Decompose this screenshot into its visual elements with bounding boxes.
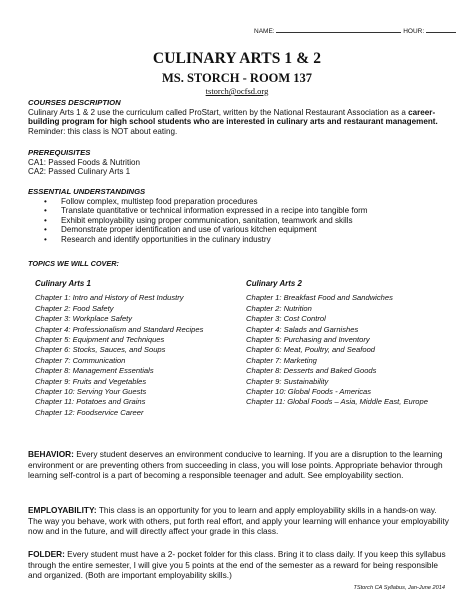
name-hour-line [254, 28, 456, 35]
courses-reminder: Reminder: this class is NOT about eating. [28, 126, 178, 136]
ca2-chapter: Chapter 5: Purchasing and Inventory [246, 335, 370, 345]
hour-label: HOUR: [403, 28, 425, 35]
ca2-chapter: Chapter 4: Salads and Garnishes [246, 324, 359, 334]
courses-description-heading: COURSES DESCRIPTION [28, 98, 121, 107]
ca1-chapter: Chapter 2: Food Safety [35, 303, 114, 313]
folder-paragraph [28, 549, 452, 581]
folder-text: Every student must have a 2- pocket folder for this class. Bring it to class daily. If you keep this syllabus through the entire semester, I will give you 5 points at the end of the semester as a reward for being responsible and organized. (Both are important employability skills.) [28, 549, 446, 581]
ca2-chapter: Chapter 10: Global Foods - Americas [246, 387, 372, 397]
list-item: • Demonstrate proper identification and use of various kitchen equipment [28, 225, 452, 235]
name-blank [276, 32, 401, 33]
ca1-chapter: Chapter 1: Intro and History of Rest Industry [35, 293, 184, 303]
ca2-column-title: Culinary Arts 2 [246, 279, 302, 288]
ca2-chapter: Chapter 6: Meat, Poultry, and Seafood [246, 345, 376, 355]
prerequisites-heading: PREREQUISITES [28, 148, 91, 157]
prerequisites-section [28, 148, 452, 177]
essential-understandings-heading: ESSENTIAL UNDERSTANDINGS [28, 187, 146, 196]
courses-description-intro: Culinary Arts 1 & 2 use the curriculum called ProStart, written by the National Restaurant Association as a [28, 107, 409, 117]
list-item: • Translate quantitative or technical information expressed in a recipe into tangible form [28, 206, 452, 216]
ca2-chapter: Chapter 3: Cost Control [246, 314, 326, 324]
ca1-chapter: Chapter 5: Equipment and Techniques [35, 335, 165, 345]
behavior-text: Every student deserves an environment conducive to learning. If you are a disruption to the learning environment or are preventing others from succeeding in class, you will lose points. Appropriate behavior through learning self-control is a part of becoming a responsible teenager and adult. See employability section. [28, 449, 443, 481]
employability-text: This class is an opportunity for you to learn and apply employability skills in a hands-on way. The way you behave, work with others, put forth real effort, and apply your learning will enhance your employability now and in the future, and will directly affect your grade in this class. [28, 505, 449, 537]
prerequisite-item: CA1: Passed Foods & Nutrition [28, 157, 141, 167]
list-item: • Follow complex, multistep food preparation procedures [28, 197, 452, 207]
page-footer: TStorch CA Syllabus, Jan-June 2014 [353, 585, 445, 591]
employability-label: EMPLOYABILITY: [28, 505, 97, 515]
essential-understandings-section [28, 187, 452, 245]
ca1-chapter: Chapter 8: Management Essentials [35, 366, 154, 376]
ca1-chapter: Chapter 7: Communication [35, 355, 126, 365]
courses-description-bold: career-building program for high school students who are interested in culinary arts and restaurant management. [28, 107, 438, 127]
ca2-chapter: Chapter 1: Breakfast Food and Sandwiches [246, 293, 393, 303]
essential-understandings-list [28, 197, 452, 245]
ca2-topics-column [246, 279, 461, 408]
courses-description-text [28, 108, 452, 127]
ca2-chapter: Chapter 7: Marketing [246, 355, 317, 365]
employability-paragraph [28, 505, 452, 537]
ca1-column-title: Culinary Arts 1 [35, 279, 91, 288]
courses-description-section [28, 98, 452, 136]
name-label: NAME: [254, 28, 275, 35]
ca1-topics-column [35, 279, 240, 418]
teacher-email[interactable]: tstorch@ocfsd.org [205, 86, 269, 96]
prerequisite-item: CA2: Passed Culinary Arts 1 [28, 167, 131, 177]
page-title: CULINARY ARTS 1 & 2 [152, 50, 322, 67]
ca1-chapter: Chapter 10: Serving Your Guests [35, 387, 147, 397]
ca1-chapter: Chapter 12: Foodservice Career [35, 407, 144, 417]
hour-blank [426, 32, 456, 33]
ca2-chapter: Chapter 11: Global Foods – Asia, Middle East, Europe [246, 397, 428, 407]
behavior-label: BEHAVIOR: [28, 449, 74, 459]
list-item: • Research and identify opportunities in the culinary industry [28, 235, 452, 245]
page-subtitle: MS. STORCH - ROOM 137 [161, 71, 313, 85]
ca1-chapter: Chapter 4: Professionalism and Standard Recipes [35, 324, 204, 334]
ca1-chapter: Chapter 9: Fruits and Vegetables [35, 376, 147, 386]
behavior-paragraph [28, 449, 452, 481]
ca1-chapter: Chapter 6: Stocks, Sauces, and Soups [35, 345, 166, 355]
ca2-chapter: Chapter 9: Sustainability [246, 376, 329, 386]
folder-label: FOLDER: [28, 549, 65, 559]
ca2-chapter: Chapter 2: Nutrition [246, 303, 312, 313]
ca1-chapter: Chapter 3: Workplace Safety [35, 314, 133, 324]
ca1-chapter: Chapter 11: Potatoes and Grains [35, 397, 146, 407]
list-item: • Exhibit employability using proper communication, sanitation, teamwork and skills [28, 216, 452, 226]
topics-heading: TOPICS WE WILL COVER: [28, 259, 119, 268]
ca2-chapter: Chapter 8: Desserts and Baked Goods [246, 366, 377, 376]
